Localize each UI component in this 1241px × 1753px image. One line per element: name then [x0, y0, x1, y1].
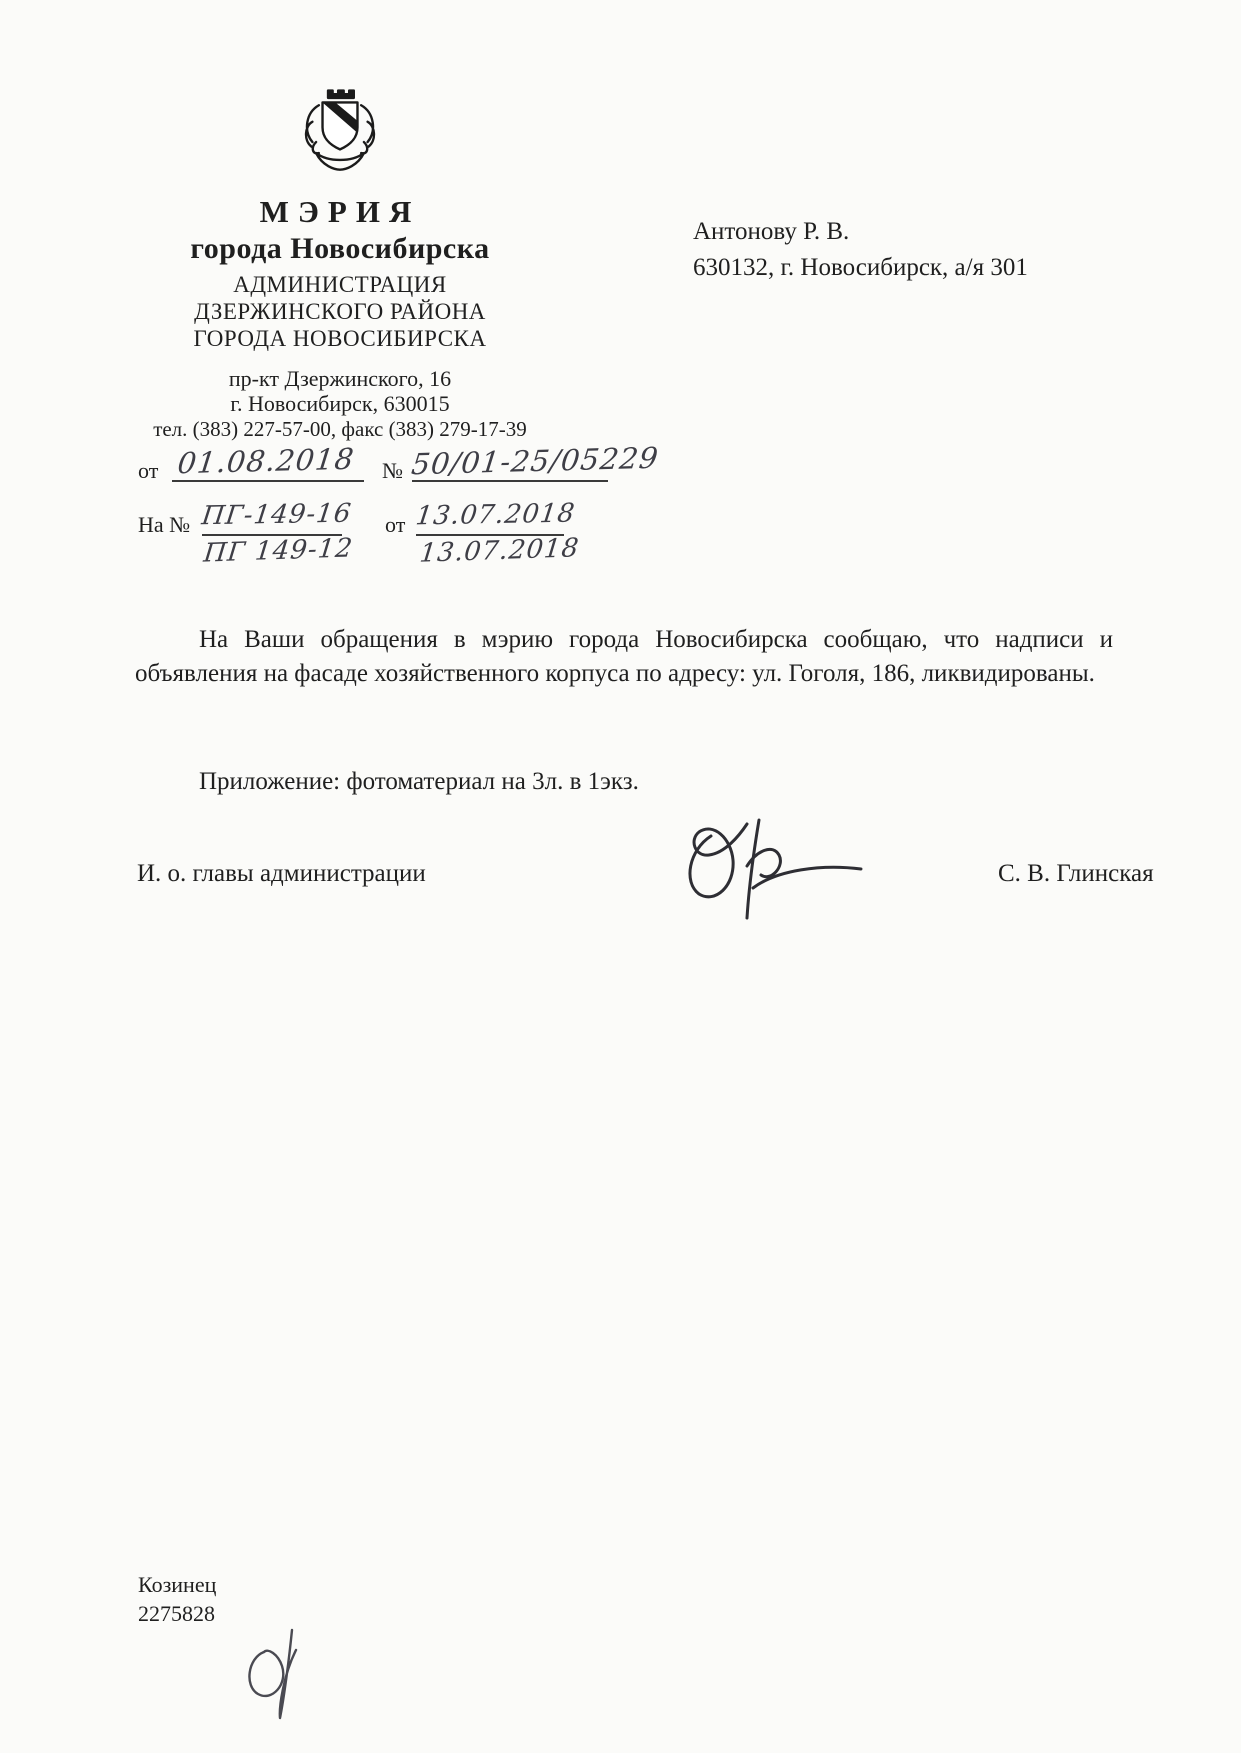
handwritten-incoming-date: 13.07.2018 [414, 498, 577, 532]
incoming-date-field [414, 498, 577, 536]
org-name-line2: города Новосибирска [190, 232, 490, 265]
department-line3: ГОРОДА НОВОСИБИРСКА [193, 326, 487, 351]
handwritten-incoming-number: ПГ-149-16 [200, 498, 354, 532]
attachment-line: Приложение: фотоматериал на 3л. в 1экз. [199, 768, 639, 795]
letterhead-street: пр-кт Дзержинского, 16 [228, 366, 452, 391]
recipient-block [693, 214, 1028, 286]
handwritten-incoming-number-2: ПГ 149-12 [202, 533, 355, 569]
executor-name: Козинец [138, 1572, 217, 1597]
signature-icon [665, 808, 875, 933]
outgoing-number-field [409, 440, 661, 482]
incoming-ref-label: На № [138, 512, 191, 537]
department-line2: ДЗЕРЖИНСКОГО РАЙОНА [194, 299, 486, 324]
executor-block [138, 1570, 216, 1628]
letter-body-paragraph: На Ваши обращения в мэрию города Новосибирска сообщаю, что надписи и объявления на фасаде хозяйственного корпуса по адресу: ул. Гоголя, 186, ликвидированы. [135, 626, 1113, 687]
executor-initials-icon [238, 1618, 316, 1723]
recipient-address: 630132, г. Новосибирск, а/я 301 [693, 254, 1028, 281]
handwritten-incoming-date-2: 13.07.2018 [418, 533, 581, 569]
incoming-number-field [200, 498, 354, 536]
handwritten-outgoing-date: 01.08.2018 [175, 441, 357, 481]
outgoing-date-field [172, 441, 364, 482]
org-name-line1: МЭРИЯ [259, 194, 421, 229]
recipient-name: Антонову Р. В. [693, 218, 850, 245]
handwritten-outgoing-number: 50/01-25/05229 [409, 440, 661, 482]
department-line1: АДМИНИСТРАЦИЯ [233, 272, 447, 297]
signer-position: И. о. главы администрации [137, 860, 426, 887]
outgoing-date-label: от [138, 458, 159, 483]
signer-name: С. В. Глинская [998, 860, 1154, 887]
incoming-date-label: от [385, 512, 406, 537]
letterhead-phone-fax: тел. (383) 227-57-00, факс (383) 279-17-39 [153, 417, 527, 441]
coat-of-arms-icon [110, 84, 570, 178]
letterhead-city: г. Новосибирск, 630015 [230, 391, 450, 416]
executor-phone: 2275828 [138, 1601, 215, 1626]
outgoing-number-label: № [382, 458, 403, 483]
